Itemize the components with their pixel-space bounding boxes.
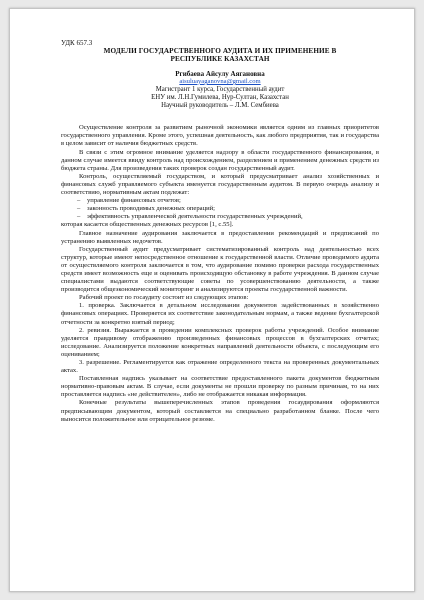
paragraph: Рабочий проект по госаудиту состоит из следующих этапов: <box>79 294 249 302</box>
bullet-item: – законность проводимых денежных операций; <box>61 205 379 213</box>
bullet-item: – эффективность управленческой деятельности государственных учреждений, <box>61 213 379 221</box>
paragraph: В связи с этим огромное внимание уделяется надзору в области государственного финансирования, в данном случае имеется ввиду контроль над происхождением, разделением и применением денежных средств из бюджета страны. Для произведения таких проверок создан государственный аудит. <box>61 148 379 172</box>
title-line-2: РЕСПУБЛИКЕ КАЗАХСТАН <box>170 55 270 64</box>
article-title <box>61 47 379 64</box>
document-page <box>9 8 415 592</box>
affiliation-degree: Магистрант 1 курса, Государственный аудит <box>155 86 285 93</box>
supervisor: Научный руководитель – Л.М. Сембиева <box>161 102 279 110</box>
paragraph: Контроль, осуществляемый государством, и который предусматривает анализ хозяйственных и финансовых служб управляемого субъекта именуется государственным аудитом. В первую очередь анализу и соответствию, нормативным актам подлежат: <box>61 172 379 197</box>
author-block <box>61 70 379 110</box>
paragraph: Поставленная надпись указывает на соответствие предоставленного пакета документов бюджетным нормативно-правовым актам. В случае, если документы не прошли проверку по разным причинам, то на них проставляется надпись «не действителен», либо не отображается никакая информация. <box>61 375 379 399</box>
numbered-step: 1. проверка. Заключается в детальном исследовании документов задействованных в хозяйственно финансовых операциях. Проверяется их соответствие законодательным нормам, а также ведение бухгалтерской отчетности за конкретно взятый период; <box>61 302 379 326</box>
author-name: Ргибаева Айсулу Аягановна <box>175 69 265 78</box>
document-content <box>61 39 379 424</box>
paragraph: Главное назначение аудирования заключается в предоставлении рекомендаций и предписаний по устранению выявленных недочетов. <box>61 229 379 245</box>
affiliation-university: ЕНУ им. Л.Н.Гумилева, Нур-Султан, Казахстан <box>151 94 289 102</box>
paragraph: Государственный аудит предусматривает систематизированный контроль над деятельностью всех структур, которые имеют непосредственное отношение к государственной власти. Отличие проводимого аудита от осуществляемого контроля заключается в том, что аудирование помимо проверки расхода государственных средств имеет возможность еще и оценивать происходящую обстановку в работе учреждения. В данном случае специалистами выдаются соответствующие советы по усовершенствованию деятельности, а также производится общеэкономический мониторинг и анализируются проекты государственной важности. <box>61 245 379 294</box>
numbered-step: 3. разрешение. Регламентируется как отражение определенного текста на проверенных документальных актах. <box>61 359 379 375</box>
paragraph: Конечные результаты вышеперечисленных этапов проведения госаудирования оформляются предписывающим документом, который составляется на специально разработанном бланке. После чего выносится положительное или отрицательное резюме. <box>61 399 379 423</box>
author-email-link[interactable]: aisuluayaganovna@gmail.com <box>179 77 261 85</box>
paragraph: которая касается общественных денежных ресурсов [1, с.55]. <box>61 221 234 229</box>
title-line-1: МОДЕЛИ ГОСУДАРСТВЕННОГО АУДИТА И ИХ ПРИМЕНЕНИЕ В <box>103 47 337 55</box>
paragraph: Осуществление контроля за развитием рыночной экономики является одним из главных приоритетов государственного управления. Кроме этого, успешная деятельность, как любого предприятия, так и государства в целом зависит от наличия бюджетных средств. <box>61 124 379 148</box>
udk-code: УДК 657.3 <box>61 39 93 47</box>
numbered-step: 2. ревизия. Выражается в проведении комплексных проверок работы учреждений. Особое внимание уделяется правдивому отображению произведенных финансовых процессов в бухгалтерских отчетах; исследование. Анализируется положение конкретных направлений деятельности объекта, с последующим его оцениванием; <box>61 326 379 358</box>
bullet-item: – управление финансовых отчетов; <box>61 197 379 205</box>
